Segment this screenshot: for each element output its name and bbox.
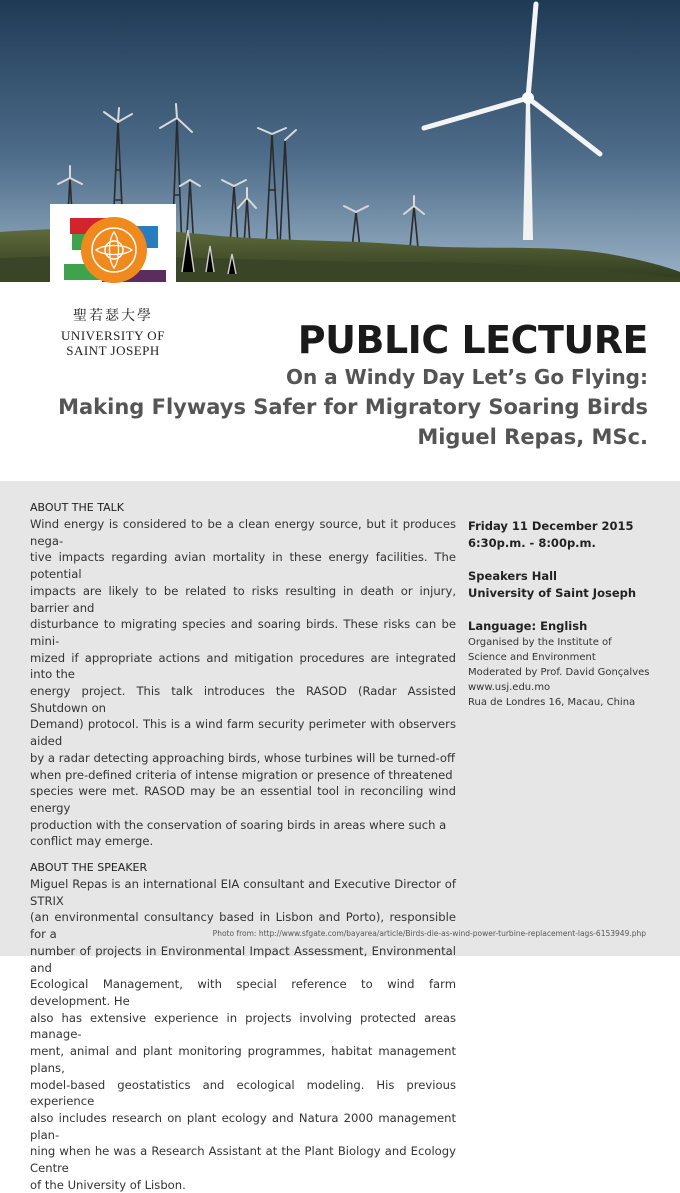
text-line: number of projects in Environmental Impact Assessment, Environmental and [30,943,456,975]
about-talk-text [30,516,456,850]
text-line: model-based geostatistics and ecological modeling. His previous experience [30,1077,456,1109]
about-speaker-heading: ABOUT THE SPEAKER [30,861,148,875]
text-line: when pre-defined criteria of intense migration or presence of threatened [30,767,453,782]
event-date: Friday 11 December 2015 [468,519,634,533]
text-line: Wind energy is considered to be a clean energy source, but it produces nega- [30,517,456,548]
text-line: Demand) protocol. This is a wind farm security perimeter with observers aided [30,717,456,749]
lecture-title-line2: Making Flyways Safer for Migratory Soaring Birds [58,395,648,419]
event-language: Language: English [468,619,588,633]
event-details [468,518,658,710]
about-speaker-text [30,876,456,1193]
university-logo [50,204,176,304]
description-column [30,500,456,1193]
text-line: conflict may emerge. [30,834,154,849]
lecture-title-line1: On a Windy Day Let’s Go Flying: [285,365,648,389]
moderator: Moderated by Prof. David Gonçalves [468,667,650,678]
university-english-name-line2: SAINT JOSEPH [66,343,160,358]
organiser-line1: Organised by the Institute of [468,637,612,648]
text-line: disturbance to migrating species and soaring birds. These risks can be mini- [30,617,456,648]
text-line: production with the conservation of soaring birds in areas where such a [30,817,447,832]
text-line: also has extensive experience in projects involving protected areas manage- [30,1010,456,1042]
venue-room: Speakers Hall [468,569,558,583]
text-line: mized if appropriate actions and mitigation procedures are integrated into the [30,650,456,682]
organiser-line2: Science and Environment [468,652,596,663]
text-line: ning when he was a Research Assistant at the Plant Biology and Ecology Centre [30,1144,456,1176]
speaker-name: Miguel Repas, MSc. [417,425,648,449]
text-line: Miguel Repas is an international EIA consultant and Executive Director of STRIX [30,877,456,908]
venue-institution: University of Saint Joseph [468,586,637,600]
text-line: of the University of Lisbon. [30,1177,186,1192]
address: Rua de Londres 16, Macau, China [468,697,636,708]
website-link[interactable]: www.usj.edu.mo [468,682,551,693]
lecture-heading [58,318,648,452]
text-line: by a radar detecting approaching birds, whose turbines will be turned-off [30,750,455,765]
text-line: tive impacts regarding avian mortality in these energy facilities. The potential [30,550,456,582]
text-line: Ecological Management, with special reference to wind farm development. He [30,977,456,1008]
about-talk-heading: ABOUT THE TALK [30,501,124,514]
text-line: (an environmental consultancy based in Lisbon and Porto), responsible for a [30,910,456,942]
text-line: impacts are likely to be related to risks resulting in death or injury, barrier and [30,583,456,615]
university-seal-icon [50,204,176,304]
event-time: 6:30p.m. - 8:00p.m. [468,536,596,550]
text-line: species were met. RASOD may be an essential tool in reconciling wind energy [30,784,456,815]
university-english-name-line1: UNIVERSITY OF [61,328,165,343]
public-lecture-label: PUBLIC LECTURE [297,318,648,362]
text-line: energy project. This talk introduces the RASOD (Radar Assisted Shutdown on [30,684,456,715]
photo-credit: Photo from: http://www.sfgate.com/bayarea/article/Birds-die-as-wind-power-turbine-replacement-lags-6153949.php [212,929,646,938]
text-line: also includes research on plant ecology and Natura 2000 management plan- [30,1110,456,1142]
text-line: ment, animal and plant monitoring programmes, habitat management plans, [30,1044,456,1075]
university-chinese-name: 聖若瑟大學 [73,308,153,324]
